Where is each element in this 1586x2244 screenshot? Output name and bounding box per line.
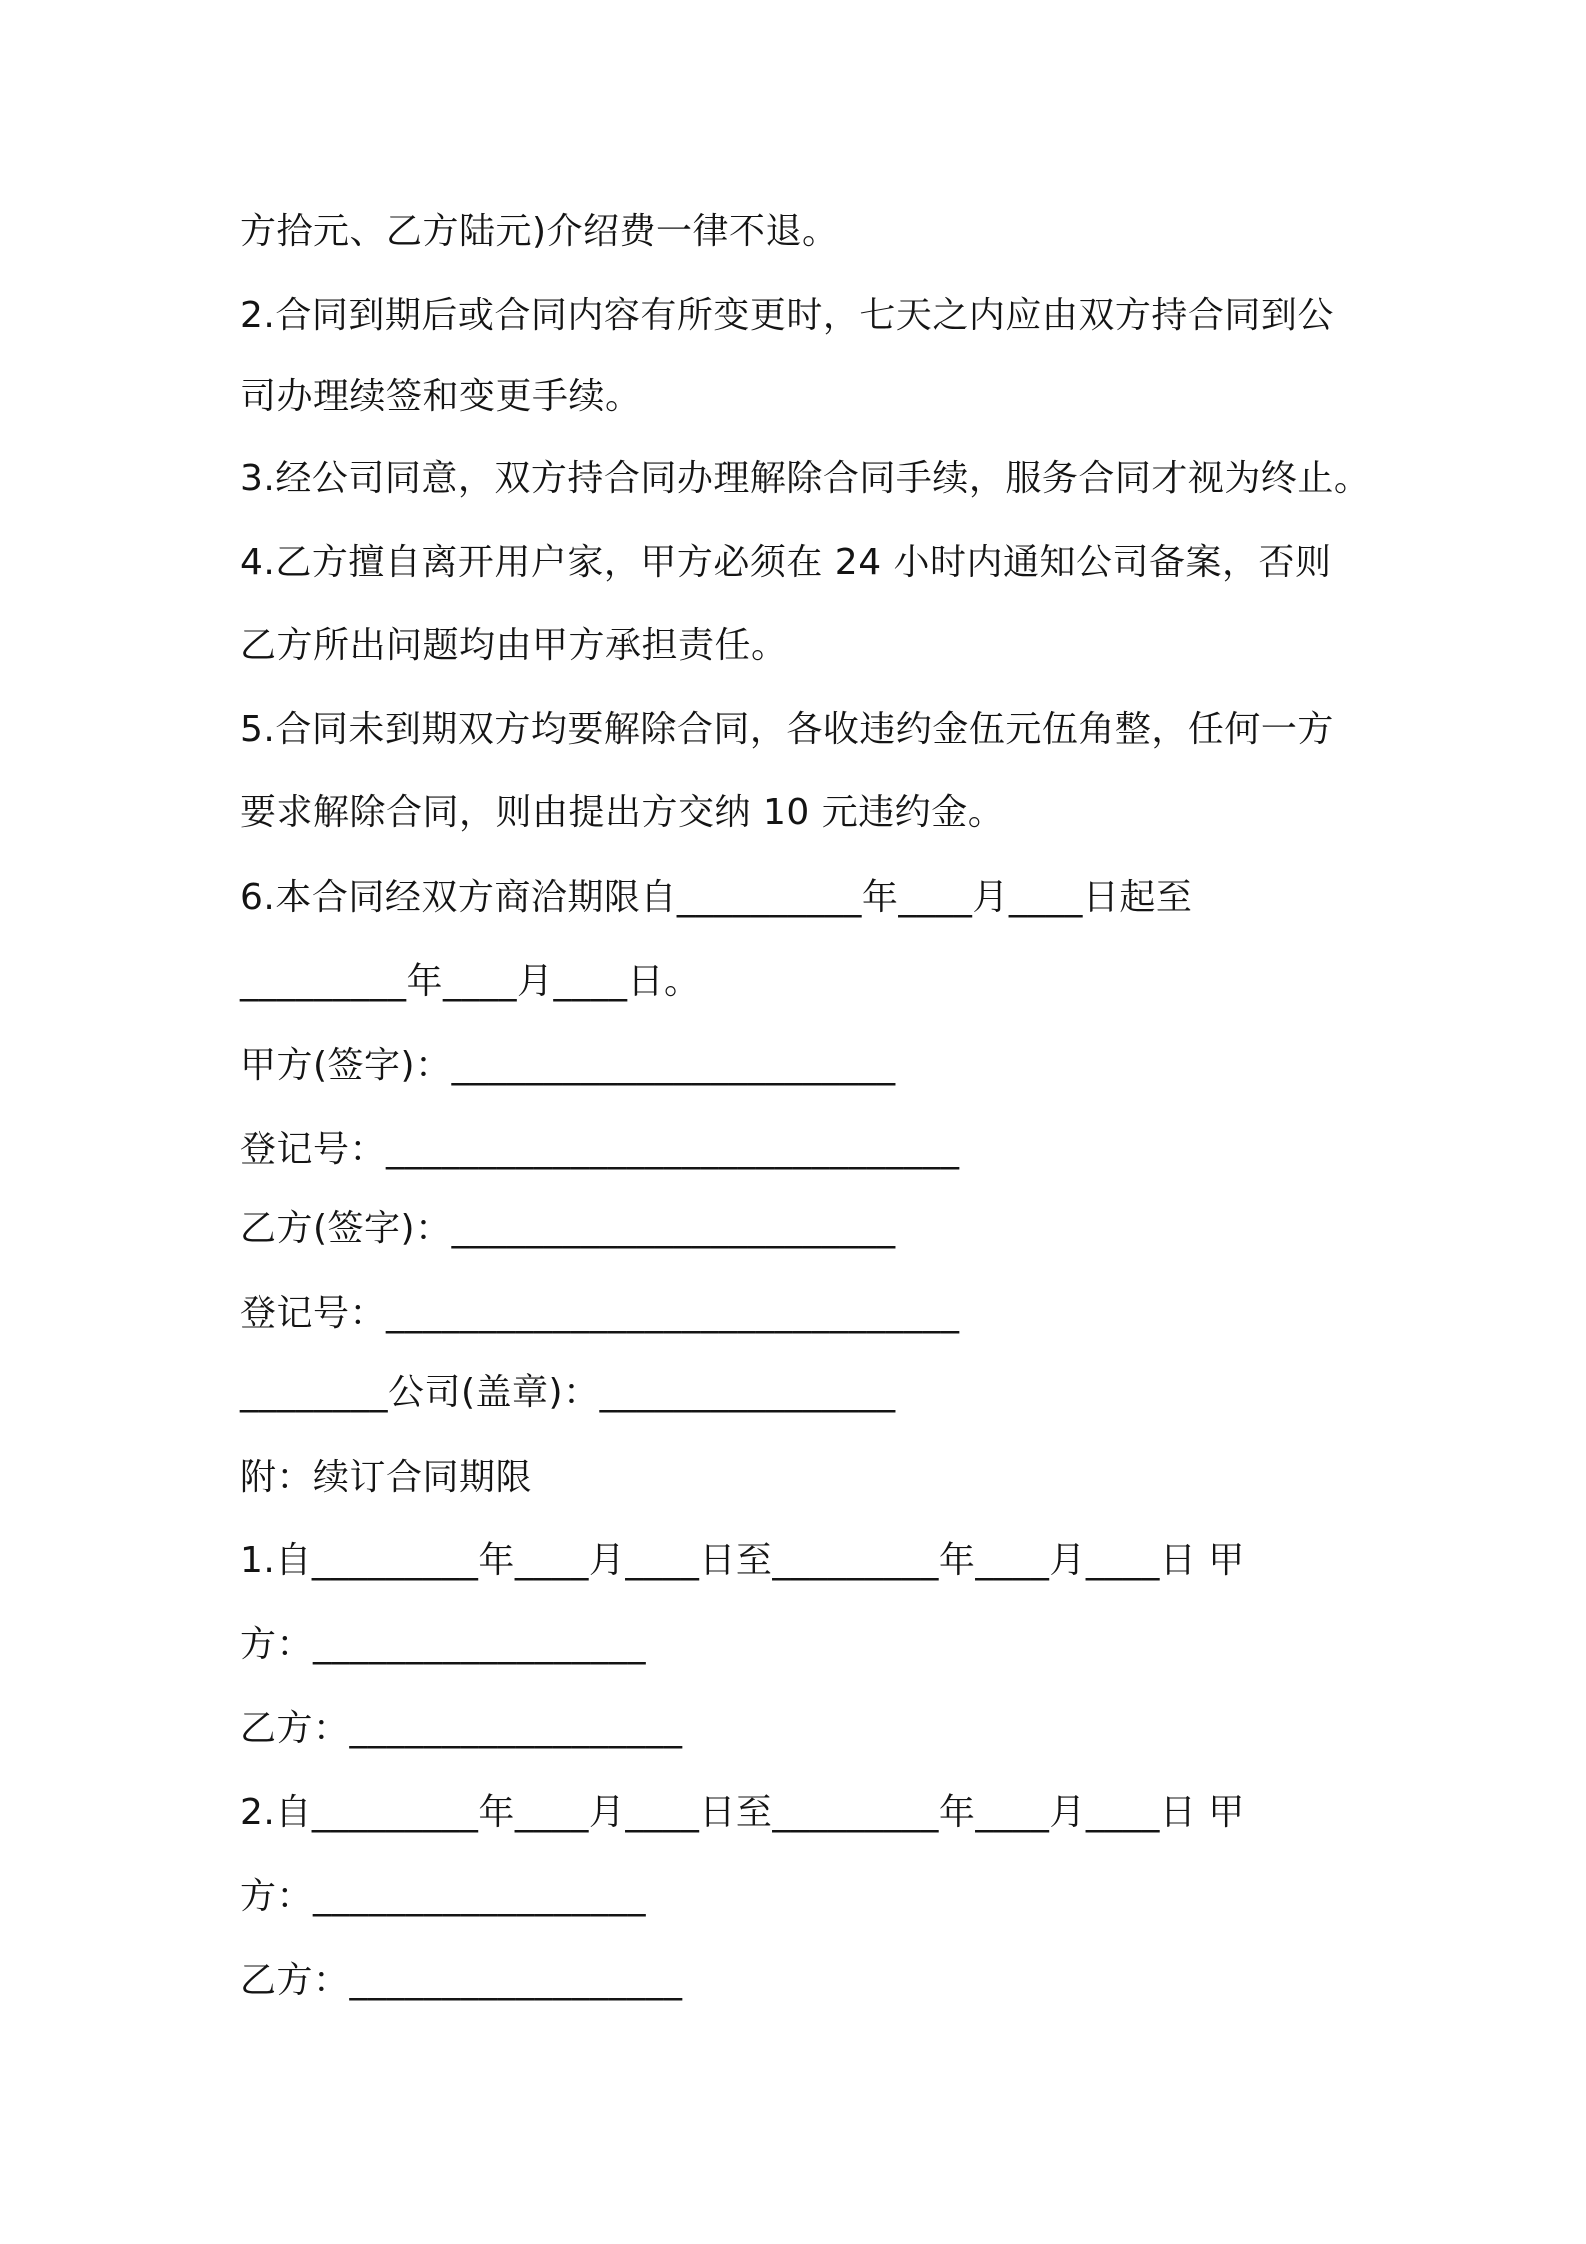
text-line: 3.经公司同意，双方持合同办理解除合同手续，服务合同才视为终止。	[240, 458, 1371, 499]
company-seal-line: ________公司(盖章)：________________	[240, 1372, 896, 1413]
text-line: 4.乙方擅自离开用户家，甲方必须在 24 小时内通知公司备案，否则	[240, 542, 1332, 583]
text-line: _________年____月____日。	[240, 961, 701, 1002]
text-line: 要求解除合同，则由提出方交纳 10 元违约金。	[240, 792, 1005, 833]
text-line: 2.合同到期后或合同内容有所变更时，七天之内应由双方持合同到公	[240, 295, 1334, 336]
renewal-party-line: 乙方：__________________	[240, 1708, 683, 1749]
text-line: 5.合同未到期双方均要解除合同，各收违约金伍元伍角整，任何一方	[240, 709, 1334, 750]
signature-line-party-b: 乙方(签字)：________________________	[240, 1208, 896, 1249]
appendix-heading: 附：续订合同期限	[240, 1457, 533, 1498]
text-line: 乙方所出问题均由甲方承担责任。	[240, 625, 788, 666]
renewal-period-line: 1.自_________年____月____日至_________年____月____日 甲	[240, 1540, 1245, 1581]
text-line: 方拾元、乙方陆元)介绍费一律不退。	[240, 211, 839, 252]
registration-line: 登记号：_______________________________	[240, 1129, 960, 1170]
registration-line: 登记号：_______________________________	[240, 1293, 960, 1334]
renewal-period-line: 2.自_________年____月____日至_________年____月____日 甲	[240, 1792, 1245, 1833]
renewal-party-line: 乙方：__________________	[240, 1960, 683, 2001]
text-line: 司办理续签和变更手续。	[240, 376, 642, 417]
renewal-party-line: 方：__________________	[240, 1624, 647, 1665]
signature-line-party-a: 甲方(签字)：________________________	[240, 1045, 896, 1086]
renewal-party-line: 方：__________________	[240, 1876, 647, 1917]
text-line: 6.本合同经双方商洽期限自__________年____月____日起至	[240, 877, 1193, 918]
